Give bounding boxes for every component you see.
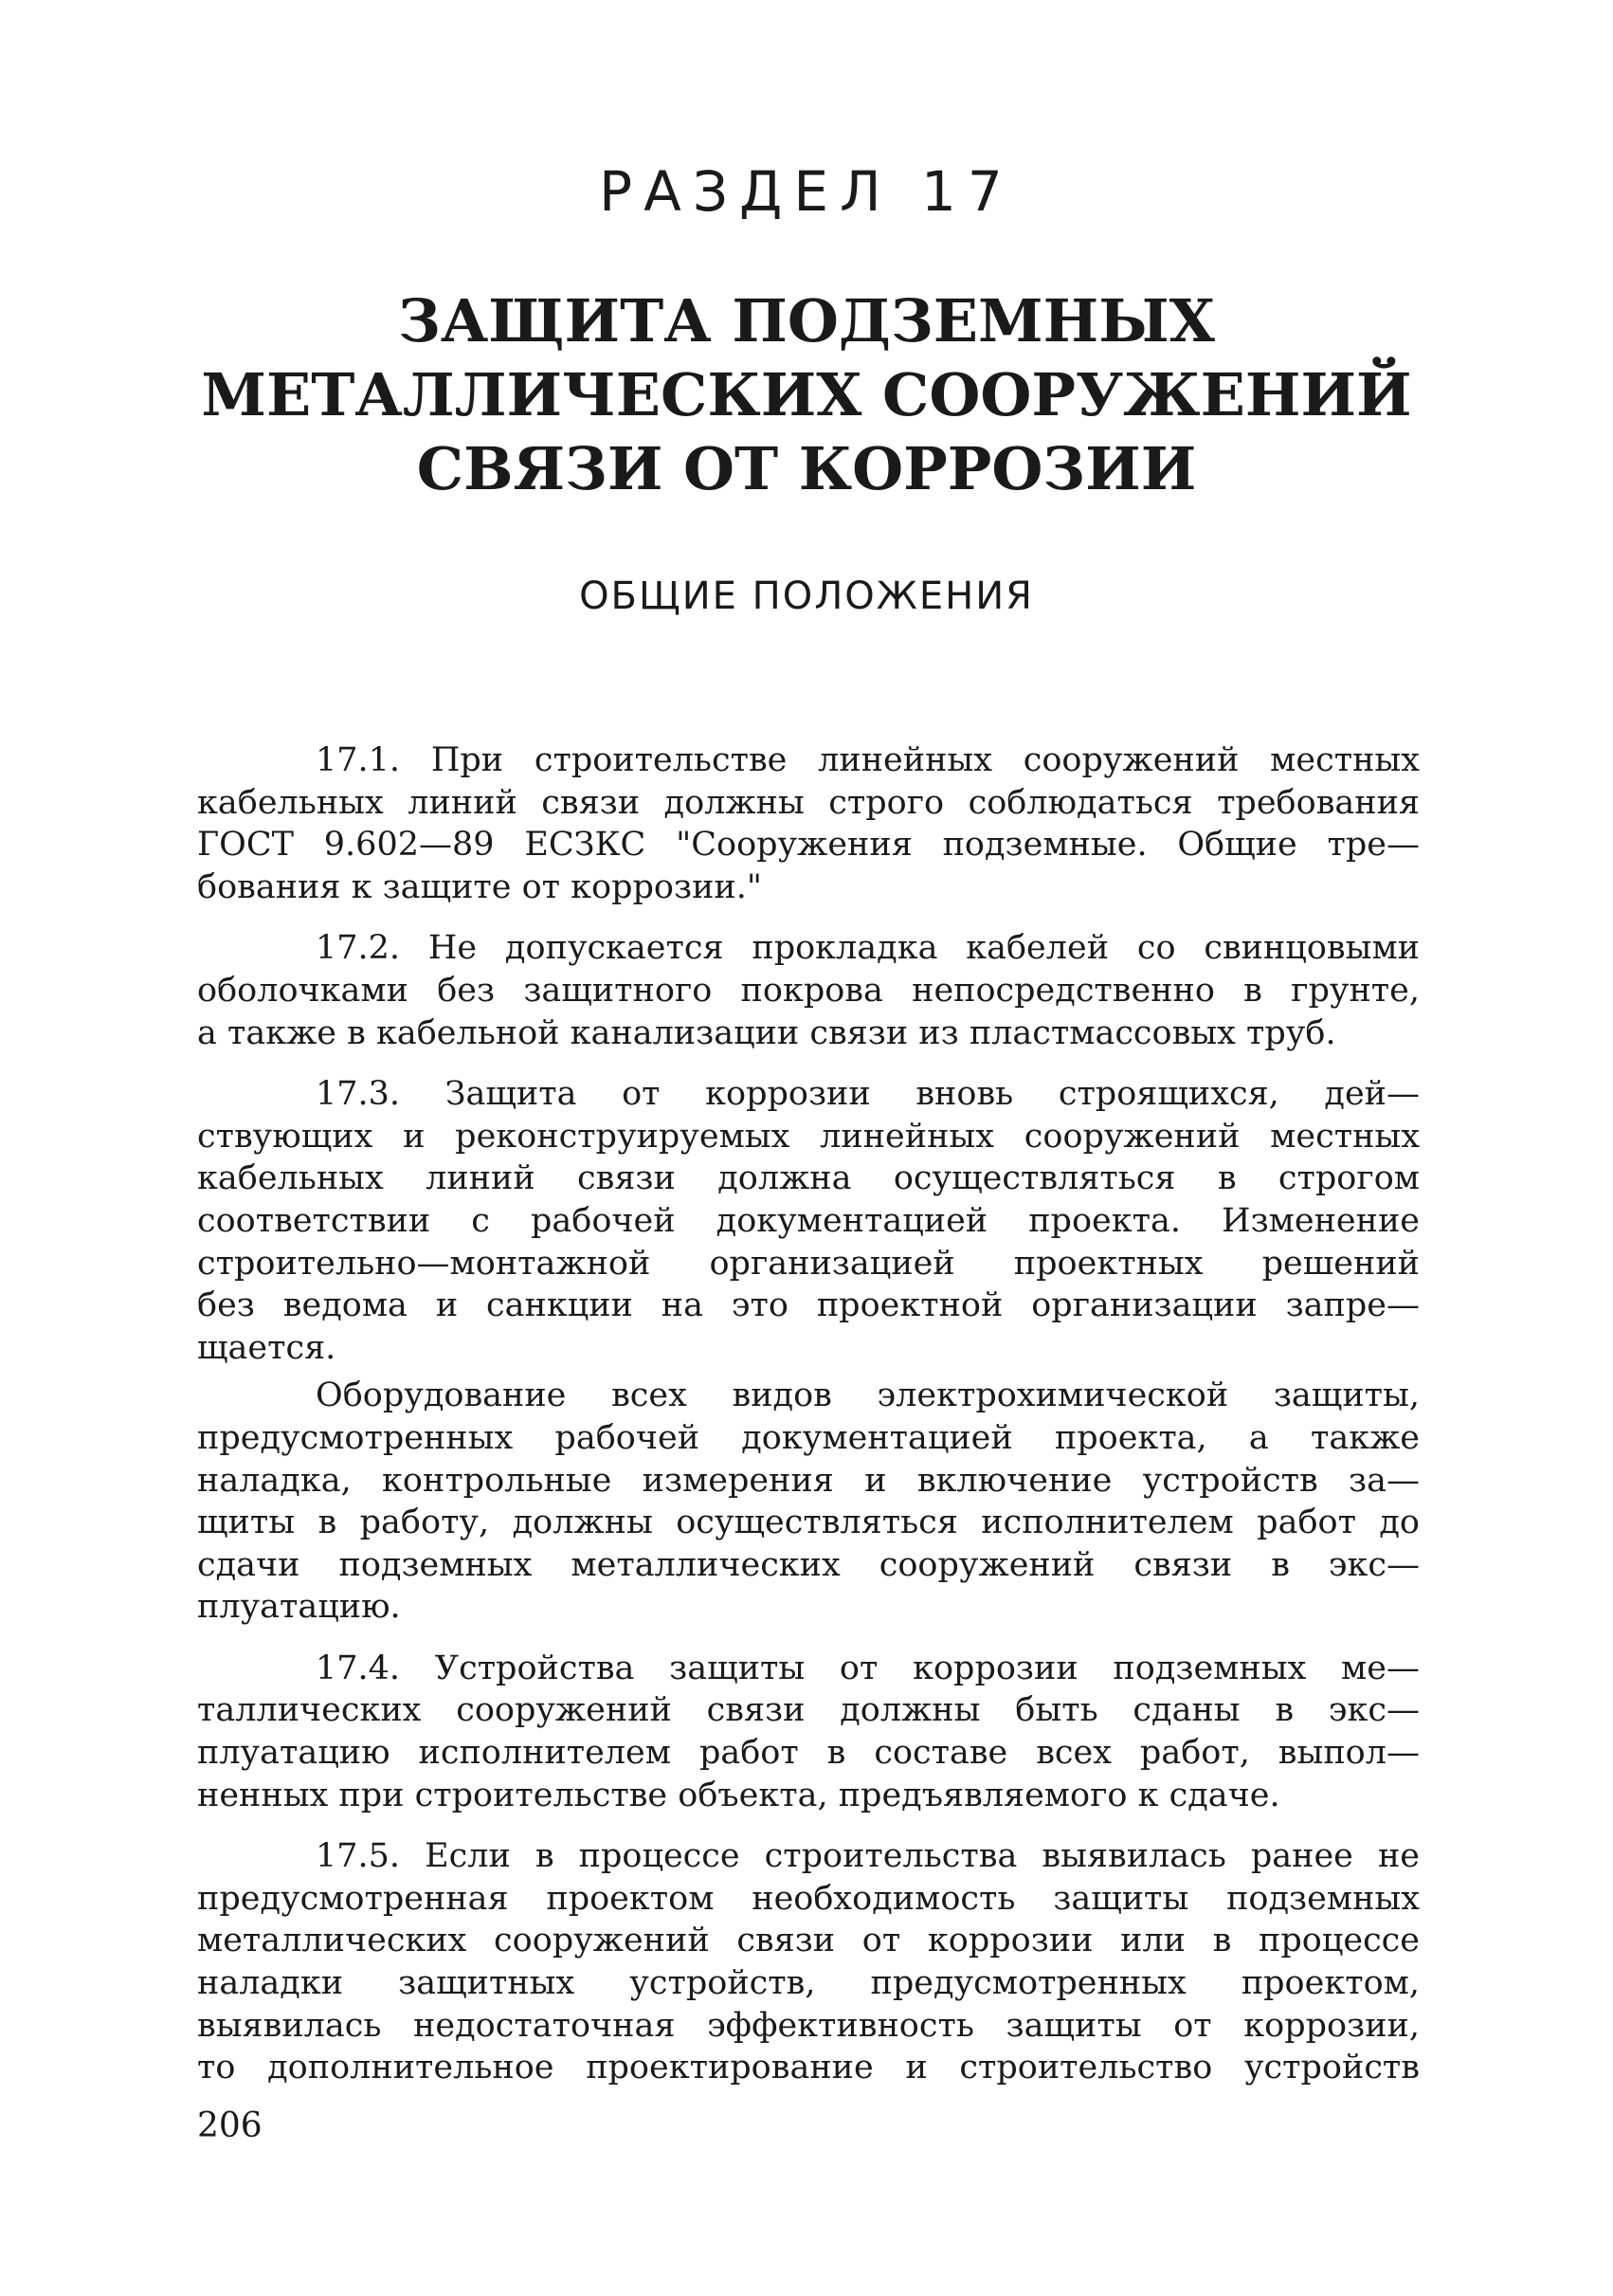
paragraph-17-3-continued: [197, 1375, 1420, 1629]
text-line: ствующих и реконструируемых линейных сооружений местных: [197, 1117, 1420, 1156]
text-line: щиты в работу, должны осуществляться исполнителем работ до: [197, 1503, 1420, 1542]
text-line: оболочками без защитного покрова непосредственно в грунте,: [197, 971, 1420, 1010]
subsection-title: ОБЩИЕ ПОЛОЖЕНИЯ: [579, 574, 1034, 618]
paragraph-17-4: [197, 1648, 1420, 1816]
text-line: ненных при строительстве объекта, предъявляемого к сдаче.: [197, 1776, 1280, 1814]
text-line: без ведома и санкции на это проектной организации запре—: [197, 1286, 1420, 1325]
paragraph-17-2: [197, 927, 1420, 1054]
section-label: РАЗДЕЛ 17: [599, 159, 1014, 224]
chapter-title: [0, 284, 1613, 506]
text-line: сдачи подземных металлических сооружений связи в экс—: [197, 1545, 1420, 1584]
text-line: 17.4. Устройства защиты от коррозии подземных ме—: [316, 1649, 1420, 1687]
chapter-title-line: ЗАЩИТА ПОДЗЕМНЫХ: [398, 286, 1215, 355]
paragraph-17-5: [197, 1835, 1420, 2089]
text-line: выявилась недостаточная эффективность защиты от коррозии,: [197, 2006, 1420, 2045]
chapter-title-line: МЕТАЛЛИЧЕСКИХ СООРУЖЕНИЙ: [201, 360, 1412, 429]
text-line: таллических сооружений связи должны быть сданы в экс—: [197, 1691, 1420, 1730]
text-line: наладки защитных устройств, предусмотренных проектом,: [197, 1964, 1420, 2003]
text-line: бования к защите от коррозии.": [197, 867, 762, 906]
text-line: кабельных линий связи должна осуществляться в строгом: [197, 1159, 1420, 1198]
text-line: предусмотренных рабочей документацией проекта, а также: [197, 1418, 1420, 1457]
chapter-title-line: СВЯЗИ ОТ КОРРОЗИИ: [416, 434, 1197, 503]
text-line: предусмотренная проектом необходимость защиты подземных: [197, 1879, 1420, 1918]
text-line: металлических сооружений связи от коррозии или в процессе: [197, 1922, 1420, 1960]
text-line: Оборудование всех видов электрохимической защиты,: [316, 1376, 1420, 1415]
text-line: плуатацию исполнителем работ в составе всех работ, выпол—: [197, 1734, 1420, 1773]
text-line: а также в кабельной канализации связи из пластмассовых труб.: [197, 1013, 1336, 1052]
text-line: соответствии с рабочей документацией проекта. Изменение: [197, 1201, 1420, 1240]
text-line: ГОСТ 9.602—89 ЕСЗКС "Сооружения подземные. Общие тре—: [197, 826, 1420, 865]
paragraph-17-1: [197, 739, 1420, 908]
text-line: строительно—монтажной организацией проектных решений: [197, 1244, 1420, 1283]
text-line: щается.: [197, 1328, 336, 1367]
text-line: 17.2. Не допускается прокладка кабелей со свинцовыми: [316, 929, 1420, 968]
text-line: наладка, контрольные измерения и включение устройств за—: [197, 1461, 1420, 1500]
body-text: [197, 739, 1420, 2089]
text-line: 17.3. Защита от коррозии вновь строящихся, дей—: [316, 1075, 1420, 1114]
text-line: то дополнительное проектирование и строительство устройств: [197, 2049, 1420, 2087]
page-number: 206: [197, 2106, 263, 2145]
paragraph-17-3: [197, 1073, 1420, 1369]
text-line: 17.5. Если в процессе строительства выявилась ранее не: [316, 1837, 1420, 1876]
text-line: плуатацию.: [197, 1588, 401, 1627]
text-line: кабельных линий связи должны строго соблюдаться требования: [197, 783, 1420, 822]
text-line: 17.1. При строительстве линейных сооружений местных: [316, 741, 1420, 779]
